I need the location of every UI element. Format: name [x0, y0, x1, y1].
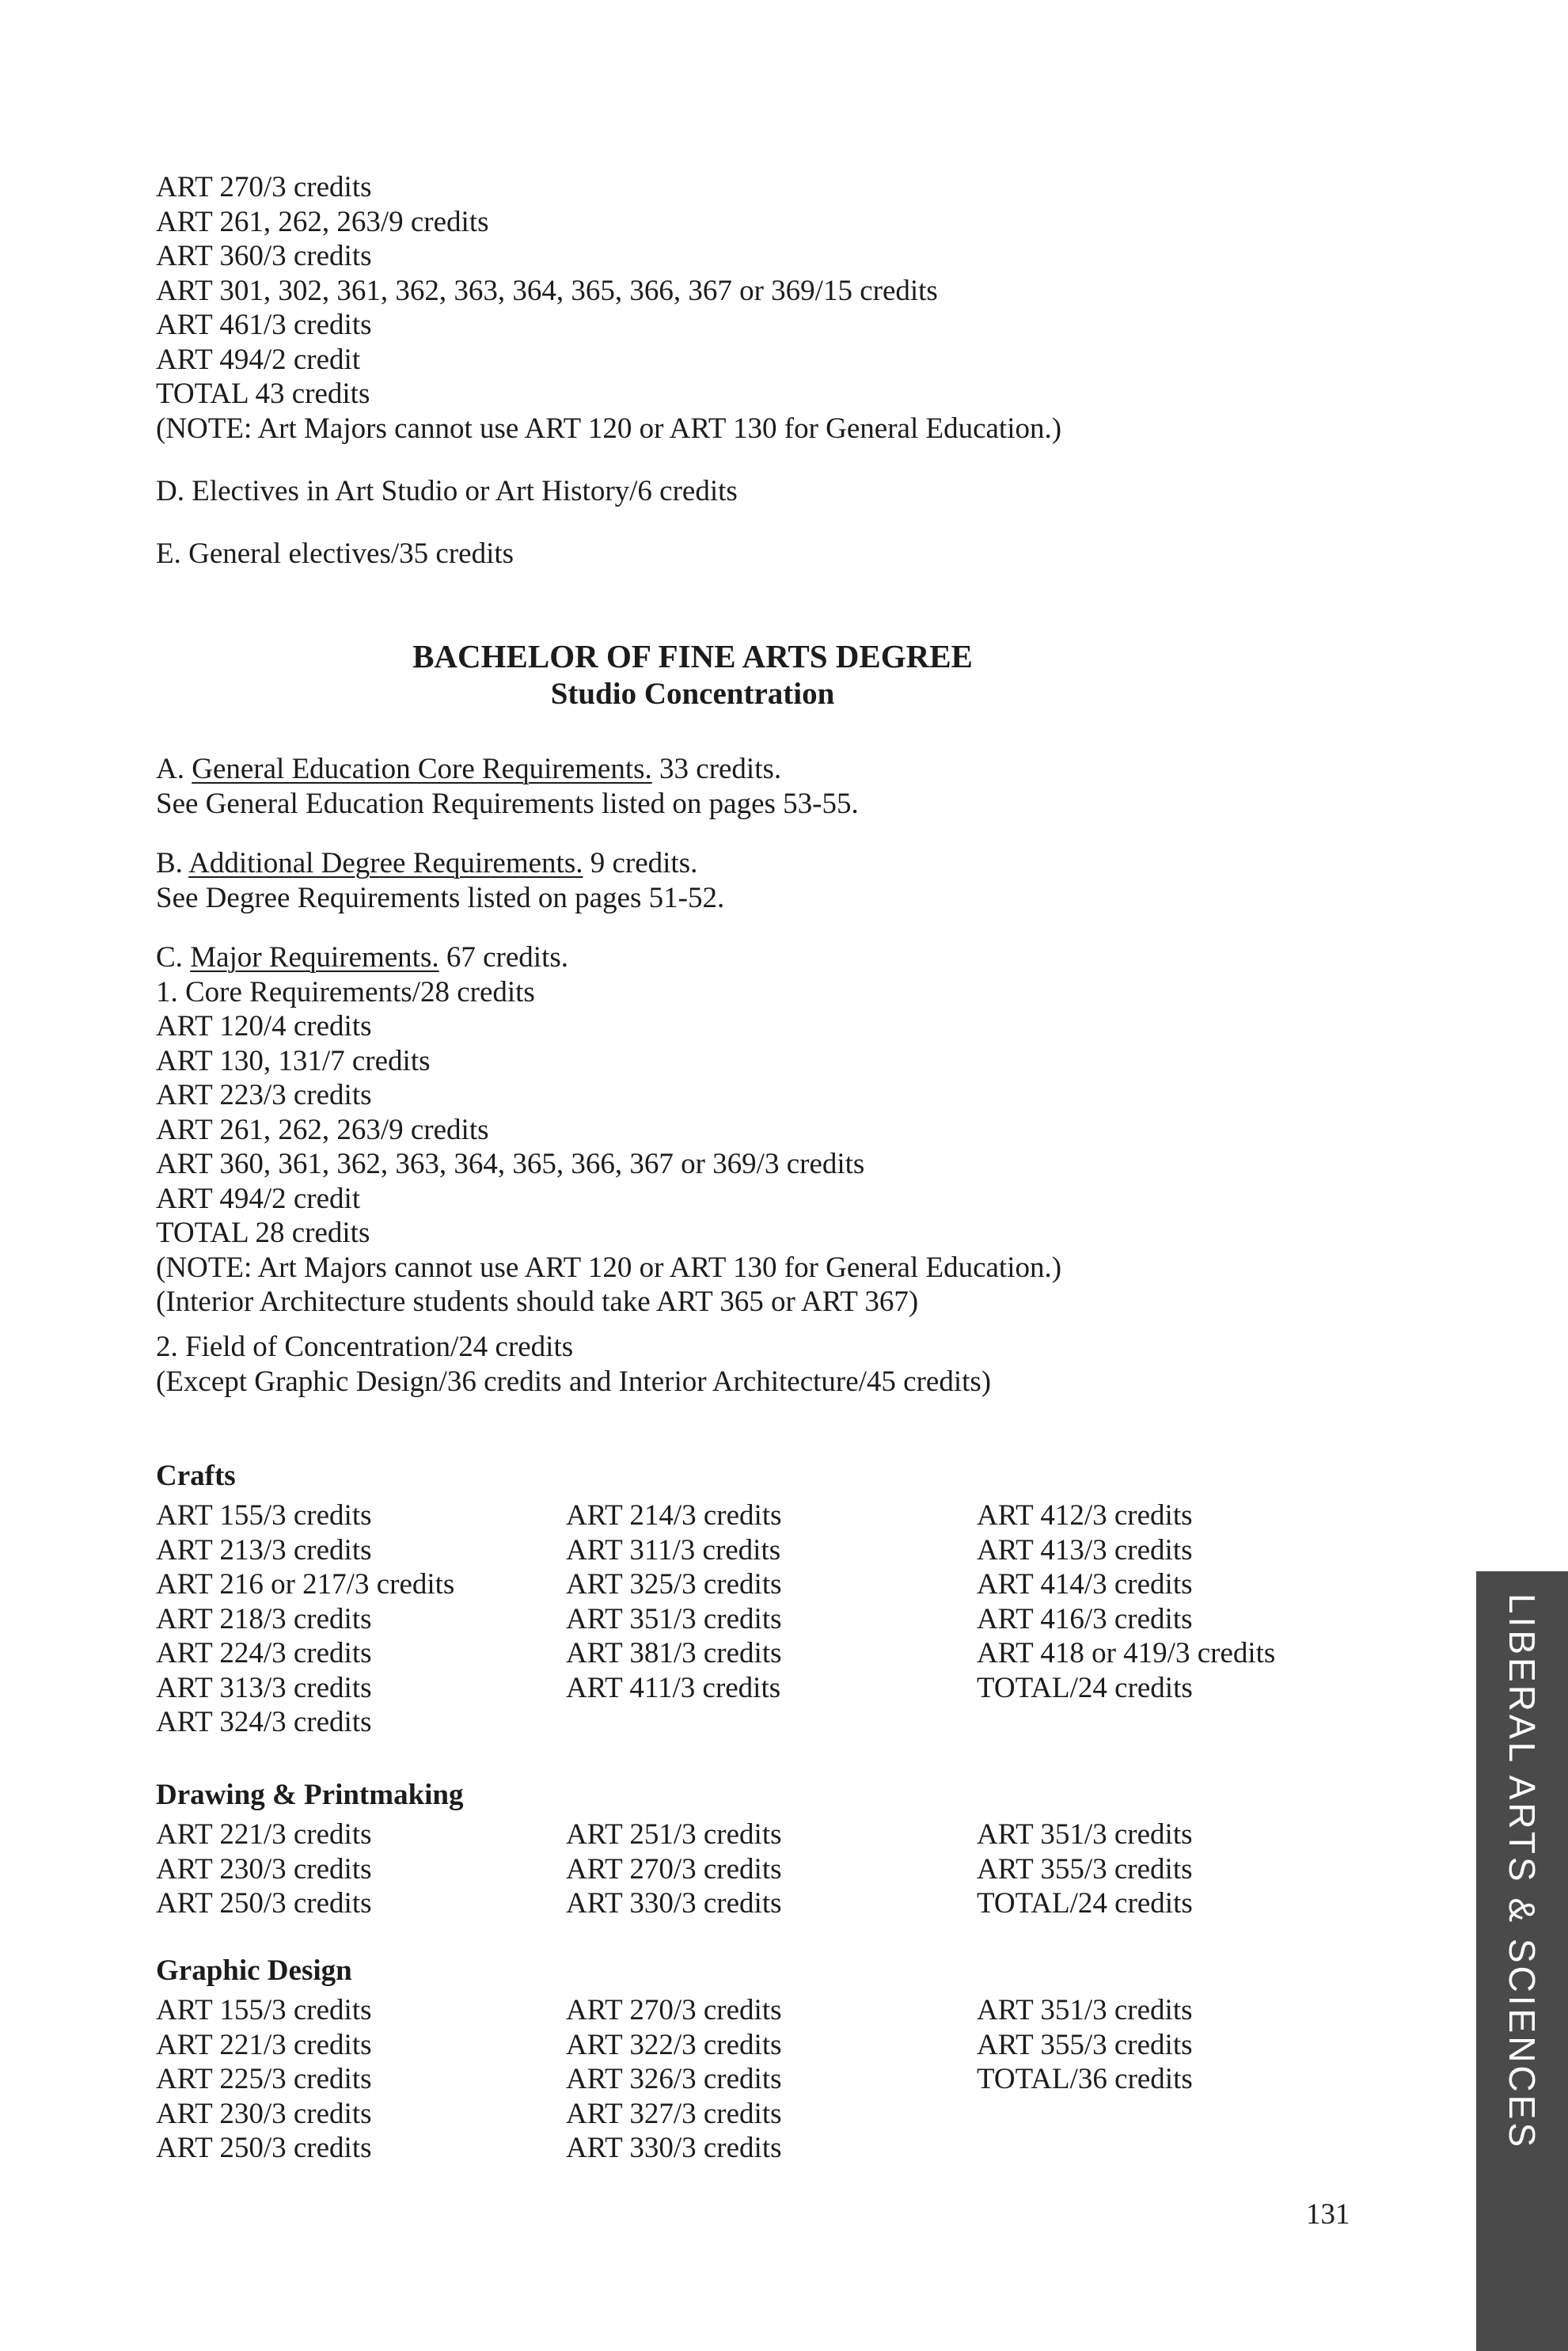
- list-item: ART 270/3 credits: [566, 1852, 782, 1886]
- list-item: ART 416/3 credits: [977, 1602, 1193, 1635]
- list-item: ART 351/3 credits: [566, 1602, 782, 1635]
- item-letter: E.: [156, 537, 181, 570]
- list-item: ART 216 or 217/3 credits: [156, 1568, 455, 1601]
- list-item: ART 223/3 credits: [156, 1079, 372, 1111]
- graphic-column-3: [977, 1993, 1193, 2097]
- drawing-printmaking-title: Drawing & Printmaking: [156, 1779, 464, 1811]
- total-line: TOTAL 43 credits: [156, 378, 370, 410]
- drawing-column-1: [156, 1817, 372, 1921]
- list-item: ART 324/3 credits: [156, 1706, 372, 1738]
- drawing-column-3: [977, 1817, 1193, 1921]
- total-line: TOTAL 28 credits: [156, 1217, 370, 1249]
- list-item: ART 250/3 credits: [156, 2132, 372, 2164]
- section-letter: B.: [156, 847, 183, 879]
- note-line: (NOTE: Art Majors cannot use ART 120 or ART 130 for General Education.): [156, 1251, 1062, 1284]
- list-item: ART 351/3 credits: [977, 1994, 1193, 2026]
- item-text: Electives in Art Studio or Art History/6 credits: [192, 475, 738, 507]
- section-title: Additional Degree Requirements.: [188, 847, 583, 879]
- crafts-column-3: [977, 1498, 1275, 1705]
- list-item: ART 360, 361, 362, 363, 364, 365, 366, 367 or 369/3 credits: [156, 1148, 865, 1180]
- general-electives-item: [156, 537, 514, 572]
- list-item: ART 413/3 credits: [977, 1533, 1193, 1567]
- list-item: ART 330/3 credits: [566, 1887, 782, 1920]
- list-item: ART 224/3 credits: [156, 1637, 372, 1669]
- list-item: ART 230/3 credits: [156, 1852, 372, 1886]
- list-item: ART 355/3 credits: [977, 2028, 1193, 2061]
- list-item: ART 325/3 credits: [566, 1568, 782, 1601]
- list-item: ART 218/3 credits: [156, 1602, 372, 1635]
- crafts-column-1: [156, 1498, 454, 1740]
- degree-title: BACHELOR OF FINE ARTS DEGREE: [412, 638, 973, 674]
- list-item: ART 381/3 credits: [566, 1637, 782, 1669]
- list-item: ART 270/3 credits: [566, 1994, 782, 2026]
- side-tab-label: LIBERAL ARTS & SCIENCES: [1502, 1593, 1543, 2151]
- list-item: ART 213/3 credits: [156, 1533, 372, 1567]
- section-credits: 33 credits.: [659, 753, 782, 785]
- total-line: TOTAL/24 credits: [977, 1671, 1193, 1704]
- list-item: ART 221/3 credits: [156, 1818, 372, 1851]
- list-item: ART 313/3 credits: [156, 1671, 372, 1704]
- drawing-column-2: [566, 1817, 782, 1921]
- note-line: (NOTE: Art Majors cannot use ART 120 or ART 130 for General Education.): [156, 412, 1062, 445]
- page-number: 131: [1306, 2198, 1350, 2231]
- list-item: ART 230/3 credits: [156, 2097, 372, 2130]
- list-item: ART 330/3 credits: [566, 2132, 782, 2164]
- list-item: ART 301, 302, 361, 362, 363, 364, 365, 366, 367 or 369/15 credits: [156, 274, 938, 307]
- degree-heading: [0, 637, 1385, 713]
- list-item: ART 120/4 credits: [156, 1010, 372, 1043]
- graphic-column-2: [566, 1993, 782, 2166]
- list-item: ART 261, 262, 263/9 credits: [156, 1113, 489, 1146]
- list-item: ART 355/3 credits: [977, 1852, 1193, 1886]
- list-item: ART 461/3 credits: [156, 309, 372, 341]
- list-item: ART 360/3 credits: [156, 240, 372, 272]
- list-item: ART 311/3 credits: [566, 1533, 781, 1567]
- list-item: ART 494/2 credit: [156, 343, 361, 376]
- list-item: ART 322/3 credits: [566, 2028, 782, 2061]
- crafts-title: Crafts: [156, 1460, 236, 1492]
- list-item: ART 261, 262, 263/9 credits: [156, 205, 489, 238]
- section-title: General Education Core Requirements.: [192, 753, 652, 785]
- item-text: General electives/35 credits: [188, 537, 514, 570]
- list-item: ART 155/3 credits: [156, 1499, 372, 1532]
- list-item: ART 351/3 credits: [977, 1818, 1193, 1851]
- item-letter: D.: [156, 475, 184, 507]
- list-item: ART 326/3 credits: [566, 2063, 782, 2095]
- section-title: Major Requirements.: [190, 941, 439, 974]
- list-item: ART 130, 131/7 credits: [156, 1044, 431, 1077]
- section-side-tab: [1476, 1571, 1568, 2351]
- total-line: TOTAL/36 credits: [977, 2063, 1193, 2095]
- section-letter: A.: [156, 753, 184, 785]
- section-note: See Degree Requirements listed on pages 51-52.: [156, 881, 725, 914]
- core-heading: 1. Core Requirements/28 credits: [156, 975, 535, 1008]
- section-b: [156, 846, 724, 915]
- list-item: ART 494/2 credit: [156, 1182, 361, 1215]
- section-letter: C.: [156, 941, 183, 974]
- note-line: (Interior Architecture students should take ART 365 or ART 367): [156, 1286, 919, 1318]
- list-item: ART 251/3 credits: [566, 1818, 782, 1851]
- list-item: ART 414/3 credits: [977, 1568, 1193, 1601]
- list-item: ART 250/3 credits: [156, 1887, 372, 1920]
- total-line: TOTAL/24 credits: [977, 1887, 1193, 1920]
- section-credits: 9 credits.: [590, 847, 698, 879]
- graphic-design-title: Graphic Design: [156, 1954, 352, 1987]
- list-item: ART 214/3 credits: [566, 1499, 782, 1532]
- section-credits: 67 credits.: [446, 941, 568, 974]
- section-c: [156, 940, 1061, 1320]
- section-a: [156, 752, 859, 821]
- list-item: ART 270/3 credits: [156, 171, 372, 203]
- top-requirements-list: [156, 170, 1061, 446]
- list-item: ART 225/3 credits: [156, 2063, 372, 2095]
- field-note: (Except Graphic Design/36 credits and Interior Architecture/45 credits): [156, 1365, 992, 1398]
- list-item: ART 221/3 credits: [156, 2028, 372, 2061]
- list-item: ART 412/3 credits: [977, 1499, 1193, 1532]
- list-item: ART 155/3 credits: [156, 1994, 372, 2026]
- degree-subtitle: Studio Concentration: [550, 677, 835, 711]
- field-heading: 2. Field of Concentration/24 credits: [156, 1331, 574, 1363]
- field-of-concentration: [156, 1330, 991, 1399]
- electives-art-item: [156, 474, 738, 509]
- list-item: ART 327/3 credits: [566, 2097, 782, 2130]
- list-item: ART 418 or 419/3 credits: [977, 1637, 1276, 1669]
- crafts-column-2: [566, 1498, 782, 1705]
- graphic-column-1: [156, 1993, 372, 2166]
- section-note: See General Education Requirements listed on pages 53-55.: [156, 787, 859, 820]
- list-item: ART 411/3 credits: [566, 1671, 781, 1704]
